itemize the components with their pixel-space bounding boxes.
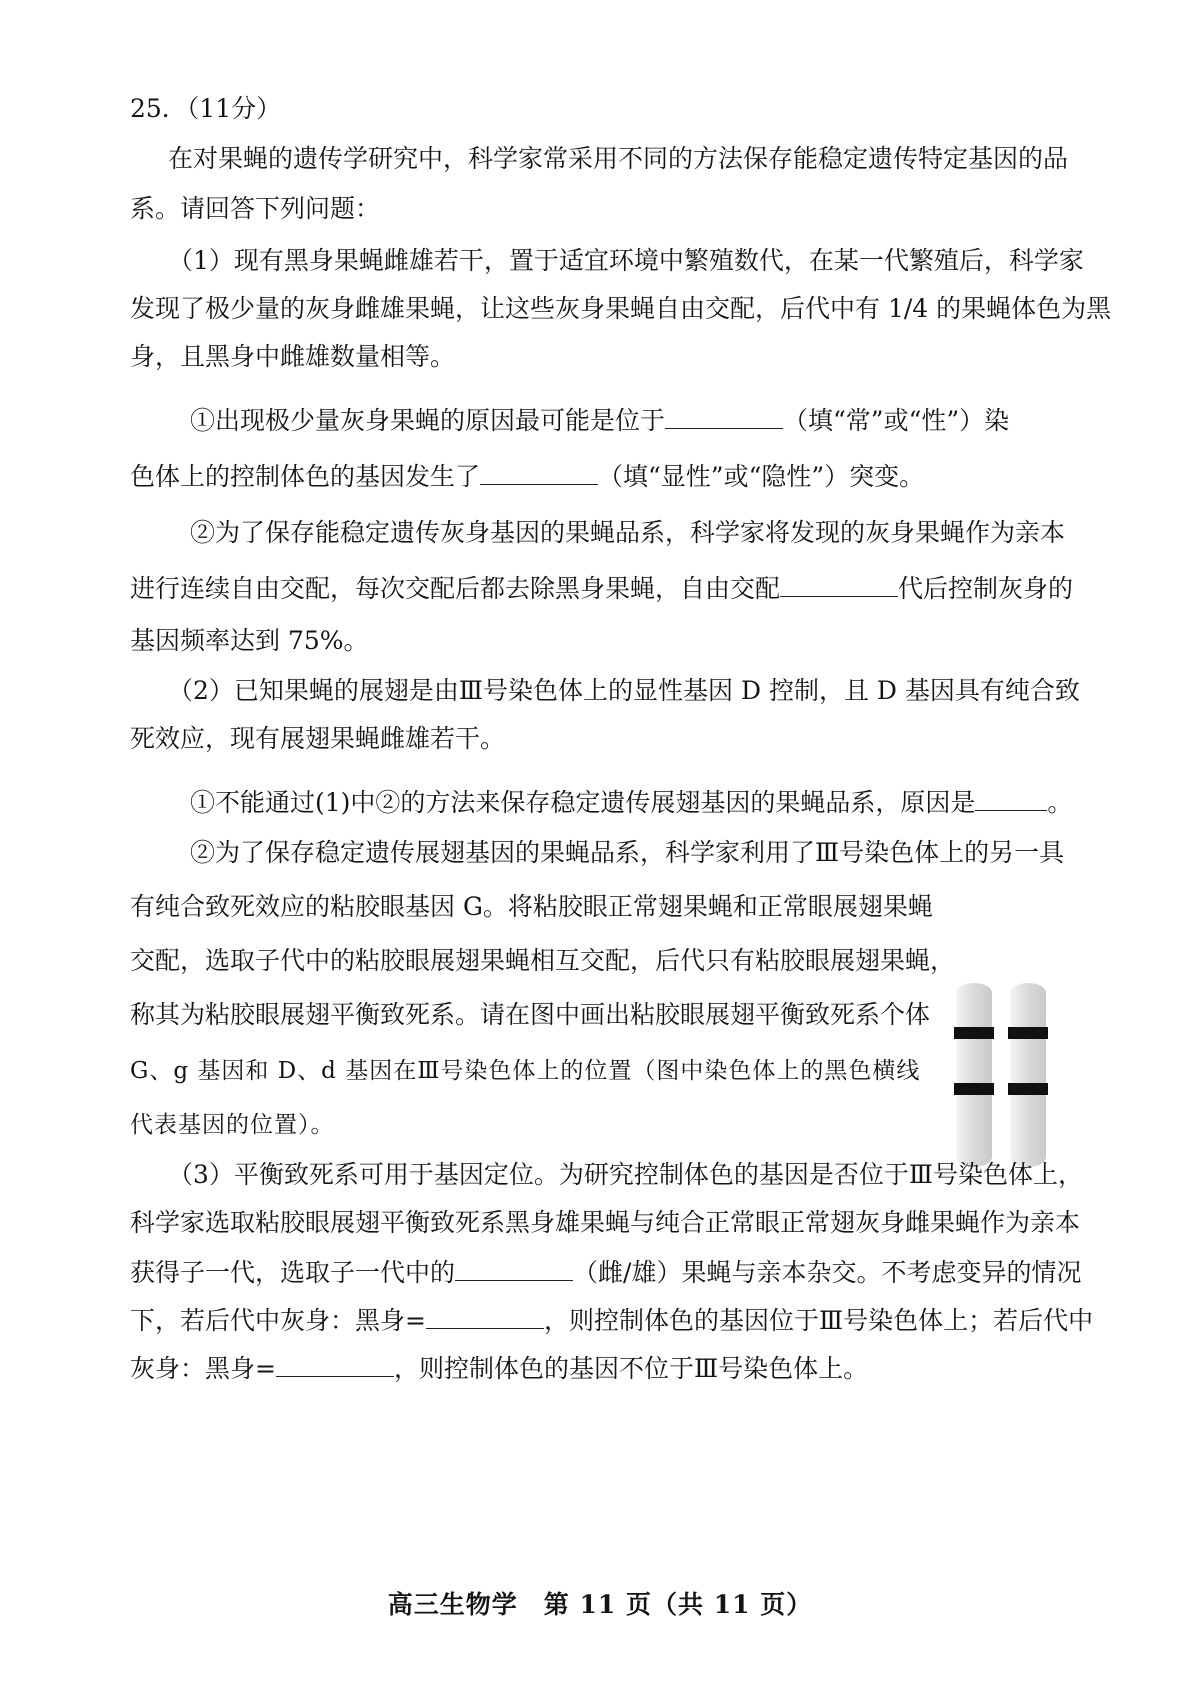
part1-sub2-line: 基因频率达到 75%。: [130, 626, 369, 655]
part3-line: [130, 1254, 1090, 1290]
page-footer: 高三生物学 第 11 页（共 11 页）: [387, 1590, 813, 1619]
part1-line: 身，且黑身中雌雄数量相等。: [130, 342, 456, 371]
text-span: 灰身：黑身=: [130, 1354, 276, 1383]
answer-blank[interactable]: [665, 402, 783, 429]
text-span: 进行连续自由交配，每次交配后都去除黑身果蝇，自由交配: [130, 574, 781, 603]
gene-band-lower-left[interactable]: [954, 1083, 994, 1095]
part1-line: （1）现有黑身果蝇雌雄若干，置于适宜环境中繁殖数代，在某一代繁殖后，科学家: [168, 246, 1084, 275]
question-header: 25．（11分）: [130, 94, 282, 123]
part2-sub2-line: 交配，选取子代中的粘胶眼展翅果蝇相互交配，后代只有粘胶眼展翅果蝇，: [130, 946, 956, 975]
answer-blank[interactable]: [975, 784, 1047, 811]
part1-sub2-line: [130, 570, 1090, 606]
gene-band-lower-right[interactable]: [1008, 1083, 1048, 1095]
part2-sub2-line: G、g 基因和 D、d 基因在Ⅲ号染色体上的位置（图中染色体上的黑色横线: [130, 1058, 921, 1084]
part1-sub1-line: [190, 402, 1150, 438]
answer-blank[interactable]: [480, 458, 598, 485]
part3-line: [130, 1350, 1090, 1386]
text-span: 。: [1047, 788, 1073, 817]
text-span: （填“显性”或“隐性”）突变。: [598, 462, 925, 491]
text-span: 色体上的控制体色的基因发生了: [130, 462, 481, 491]
answer-blank[interactable]: [780, 570, 898, 597]
part2-sub2-line: 有纯合致死效应的粘胶眼基因 G。将粘胶眼正常翅果蝇和正常眼展翅果蝇: [130, 892, 933, 921]
text-span: ①出现极少量灰身果蝇的原因最可能是位于: [190, 406, 666, 435]
part2-sub2-line: 称其为粘胶眼展翅平衡致死系。请在图中画出粘胶眼展翅平衡致死系个体: [130, 1000, 931, 1029]
text-span: 下，若后代中灰身：黑身=: [130, 1306, 426, 1335]
chromosome-figure[interactable]: [950, 975, 1090, 1175]
part1-sub2-line: ②为了保存能稳定遗传灰身基因的果蝇品系，科学家将发现的灰身果蝇作为亲本: [190, 518, 1066, 547]
gene-band-upper-right[interactable]: [1008, 1027, 1048, 1039]
part2-line: 死效应，现有展翅果蝇雌雄若干。: [130, 724, 506, 753]
part2-sub2-line: ②为了保存稳定遗传展翅基因的果蝇品系，科学家利用了Ⅲ号染色体上的另一具: [190, 838, 1065, 867]
part2-sub1-line: [190, 784, 1150, 820]
intro-line: 在对果蝇的遗传学研究中，科学家常采用不同的方法保存能稳定遗传特定基因的品: [168, 144, 1069, 173]
text-span: 获得子一代，选取子一代中的: [130, 1258, 456, 1287]
chromosome-left: [954, 983, 994, 1167]
answer-blank[interactable]: [426, 1302, 544, 1329]
part2-sub2-line: 代表基因的位置）。: [130, 1112, 335, 1138]
intro-line: 系。请回答下列问题：: [130, 194, 381, 223]
part2-line: （2）已知果蝇的展翅是由Ⅲ号染色体上的显性基因 D 控制，且 D 基因具有纯合致: [168, 676, 1080, 705]
answer-blank[interactable]: [455, 1254, 573, 1281]
text-span: （填“常”或“性”）染: [783, 406, 1010, 435]
part1-line: 发现了极少量的灰身雌雄果蝇，让这些灰身果蝇自由交配，后代中有 1/4 的果蝇体色为黑: [130, 294, 1112, 323]
text-span: （雌/雄）果蝇与亲本杂交。不考虑变异的情况: [573, 1258, 1082, 1287]
part3-line: （3）平衡致死系可用于基因定位。为研究控制体色的基因是否位于Ⅲ号染色体上，: [168, 1160, 1084, 1189]
part3-line: [130, 1302, 1094, 1338]
text-span: 代后控制灰身的: [898, 574, 1074, 603]
answer-blank[interactable]: [276, 1350, 394, 1377]
part3-line: 科学家选取粘胶眼展翅平衡致死系黑身雄果蝇与纯合正常眼正常翅灰身雌果蝇作为亲本: [130, 1208, 1081, 1237]
text-span: ，则控制体色的基因不位于Ⅲ号染色体上。: [393, 1354, 869, 1383]
text-span: ①不能通过(1)中②的方法来保存稳定遗传展翅基因的果蝇品系，原因是: [190, 788, 976, 817]
gene-band-upper-left[interactable]: [954, 1027, 994, 1039]
text-span: ，则控制体色的基因位于Ⅲ号染色体上；若后代中: [543, 1306, 1094, 1335]
part1-sub1-line: [130, 458, 1090, 494]
chromosome-right: [1008, 983, 1048, 1167]
